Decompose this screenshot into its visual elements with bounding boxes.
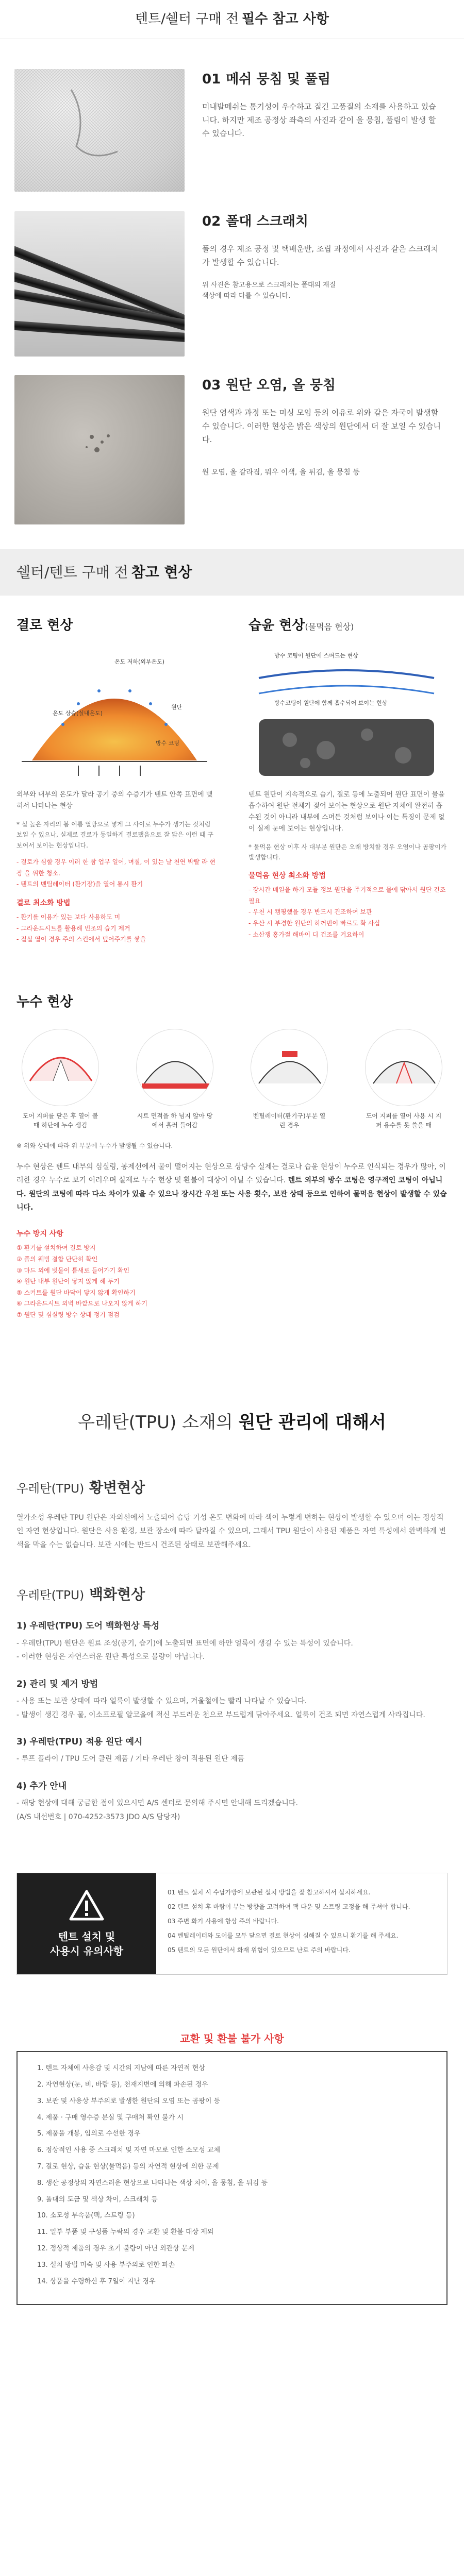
- tpu-item-desc: - 루프 플라이 / TPU 도어 클린 제품 / 기타 우레탄 창이 적용된 원단 제품: [16, 1755, 245, 1764]
- tpu-white-title: 우레탄(TPU) 백화현상: [16, 1585, 145, 1603]
- refund-item: 11. 일부 부품 및 구성품 누락의 경우 교환 및 환불 대상 제외: [37, 2228, 214, 2236]
- refund-item: 14. 상품을 수령하신 후 7일이 지난 경우: [37, 2277, 156, 2285]
- issue-desc: 미내발메쉬는 통기성이 우수하고 질긴 고품질의 소재를 사용하고 있습니다. 하지만 제조 공정상 좌측의 사진과 같이 올 뭉침, 풀림이 발생 할 수 있습니다.: [202, 101, 436, 139]
- label-temp-inside: 온도 상승(실내온도): [53, 709, 103, 717]
- safety-item: 04 벤틸레이터와 도어를 모두 닫으면 결로 현상이 심해질 수 있으니 환기를 해 주세요.: [168, 1932, 399, 1940]
- wetting-tips-title: 물먹음 현상 최소화 방법: [248, 871, 326, 880]
- fabric-photo: [14, 375, 185, 524]
- label-top: 방수 코팅이 원단에 스며드는 현상: [274, 652, 358, 659]
- leak-title: 누수 현상: [16, 994, 73, 1010]
- leak-tip: ① 환기를 설치하여 결로 방지: [16, 1244, 96, 1252]
- refund-title: 교환 및 환불 불가 사항: [16, 2026, 448, 2051]
- issue-title: 01 메쉬 뭉침 및 풀림: [202, 72, 331, 87]
- condensation-tips-title: 결로 최소화 방법: [16, 899, 71, 907]
- tpu-item-desc: - 해당 현상에 대해 궁금한 점이 있으시면 A/S 센터로 문의해 주시면 안내해 드리겠습니다. (A/S 내선번호 | 070-4252-3573 JDO A/S 담당자): [16, 1799, 298, 1821]
- section-reference-header: 쉘터/텐트 구매 전 참고 현상: [0, 549, 464, 596]
- refund-item: 4. 제품 · 구매 영수증 분실 및 구매처 확인 불가 시: [37, 2113, 184, 2122]
- condensation-tip: - 질실 열이 경우 주의 스킨에서 덮어주기를 쌓을: [16, 936, 146, 943]
- refund-item: 2. 자연현상(눈, 비, 바람 등), 천재지변에 의해 파손된 경우: [37, 2081, 208, 2089]
- refund-item: 12. 정상적 제품의 경우 초기 불량이 아닌 외관상 문제: [37, 2245, 194, 2253]
- condensation-title: 결로 현상: [16, 618, 73, 633]
- notice-banner: [0, 0, 464, 39]
- refund-item: 13. 설치 방법 미숙 및 사용 부주의로 인한 파손: [37, 2261, 175, 2269]
- issue-title: 03 원단 오염, 올 뭉침: [202, 378, 336, 393]
- refund-box: [16, 2026, 448, 2305]
- issue-title: 02 폴대 스크래치: [202, 214, 308, 229]
- banner-prefix: 텐트/쉘터 구매 전: [135, 11, 239, 27]
- issue-note: 위 사진은 참고용으로 스크래치는 폴대의 재질 색상에 따라 다를 수 있습니다.: [202, 281, 336, 300]
- wetting-illustration: [248, 647, 448, 786]
- wetting-tip: - 소산쟁 홍가절 해바이 디 건조를 거요하이: [248, 930, 364, 938]
- leak-tip: ⑥ 그라운드시트 외벽 바깥으로 나오지 않게 하기: [16, 1300, 147, 1308]
- leak-tip: ④ 원단 내부 원단이 닿지 않게 해 두기: [16, 1278, 120, 1285]
- issue-pole-scratch: [0, 211, 464, 361]
- leak-desc: 누수 현상은 텐트 내부의 심실링, 봉제선에서 물이 떨어지는 현상으로 상당수 실제는 결로나 습윤 현상이 누수로 인식되는 경우가 많아, 이러한 경우 누수로 보기 어려우며 실제로 누수 현상 및 환불이 대상이 아닐 수 있습니다. 텐트 외부의 방수 코팅은 영구적인 코팅이 아닙니다. 원단의 코팅에 따라 다소 차이가 있을 수 있으나 장시간 우천 또는 사용 횟수, 보관 상태 등으로 인하여 물먹음 현상이 발생할 수 있습니다.: [16, 1162, 447, 1212]
- banner-bold: 필수 참고 사항: [242, 11, 329, 27]
- safety-title: 텐트 설치 및 사용시 유의사항: [49, 1930, 124, 1958]
- tpu-item-title: 2) 관리 및 제거 방법: [16, 1679, 98, 1689]
- tpu-yellow-desc: 열가소성 우레탄 TPU 원단은 자외선에서 노출되어 습당 기성 온도 변화에 따라 색이 누렇게 변하는 현상이 발생할 수 있으며 이는 정상적인 자연 현상입니다. 원단은 사용 환경, 보관 장소에 따라 달라질 수 있으며, 그래서 TPU 원단이 사용된 제품은 자연 특성에서 완벽하게 변색을 막을 수는 없습니다. 보관 시에는 반드시 건조된 상태로 보관해주세요.: [16, 1513, 446, 1549]
- refund-item: 9. 폴대의 도금 및 색상 차이, 스크래치 등: [37, 2195, 158, 2204]
- pole-photo: [14, 211, 185, 357]
- leak-tips-title: 누수 방지 사항: [16, 1230, 63, 1239]
- label-fabric: 원단: [171, 703, 183, 710]
- refund-item: 8. 생산 공정상의 자연스러운 현상으로 나타나는 색상 차이, 올 뭉침, 올 튀김 등: [37, 2179, 268, 2187]
- issue-desc: 원단 염색과 과정 또는 미싱 모임 등의 이유로 위와 같은 자국이 발생할 수 있습니다. 이러한 현상은 밝은 색상의 원단에서 더 잘 보일 수 있습니다.: [202, 408, 441, 445]
- tpu-section: [0, 1477, 464, 1824]
- safety-item: 02 텐트 설치 후 바람이 부는 방향을 고려하여 팩 다운 및 스트링 고정을 해 주셔야 합니다.: [168, 1903, 410, 1911]
- safety-box: [16, 1873, 448, 1975]
- wetting-fine: * 물먹음 현상 이후 사 대부분 원단은 오래 방치할 경우 오염이나 곰팡이가 발생합니다.: [248, 843, 447, 861]
- tpu-yellow-title: 우레탄(TPU) 황변현상: [16, 1479, 145, 1496]
- leak-section: [0, 992, 464, 1321]
- wetting-desc: 텐트 원단이 지속적으로 습기, 결로 등에 노출되어 원단 표면이 물을 흡수하여 원단 전체가 젖어 보이는 현상으로 원단 자체에 완전히 흡수된 것이 아니라 내부에 스며든 것처럼 보이나 이는 특징이 문제 없이 실제 눈에 보이는 현상입니다.: [248, 790, 445, 833]
- condensation-tip: - 그라운드시트를 활용해 빈조의 습기 제거: [16, 924, 130, 932]
- wetting-tip: - 장시간 매일을 하기 모듈 정보 원단을 주기적으로 물에 닦아서 원단 건조 필요: [248, 886, 446, 905]
- tpu-item-desc: - 우레탄(TPU) 원단은 원료 조성(공기, 습기)에 노출되면 표면에 하얀 얼룩이 생길 수 있는 특성이 있습니다. - 이러한 현상은 자연스러운 원단 특성으로 불량이 아닙니다.: [16, 1639, 353, 1662]
- leak-tip: ② 폴의 웨빙 결합 단단히 확인: [16, 1256, 98, 1263]
- issue-note: 원 오염, 올 갈라짐, 뭐우 이색, 올 튀김, 올 뭉침 등: [202, 468, 360, 477]
- refund-item: 6. 정상적인 사용 중 스크래치 및 자연 마모로 인한 소모성 교체: [37, 2146, 221, 2155]
- tpu-item-desc: - 사용 또는 보관 상태에 따라 얼룩이 발생할 수 있으며, 겨울철에는 빨리 나타날 수 있습니다. - 발생이 생긴 경우 물, 이소프로필 알코올에 적신 부드러운 천으로 부드럽게 닦아주세요. 얼룩이 건조 되면 자연스럽게 사라집니다.: [16, 1697, 425, 1719]
- mesh-photo: [14, 69, 185, 192]
- issue-desc: 폴의 경우 제조 공정 및 택배운반, 조립 과정에서 사진과 같은 스크래치가 발생할 수 있습니다.: [202, 244, 439, 267]
- safety-item: 03 주변 화기 사용에 항상 주의 바랍니다.: [168, 1918, 279, 1925]
- condensation-illustration: [16, 647, 216, 786]
- condensation-tip: - 환기를 이용가 있는 보다 사용하도 미: [16, 913, 121, 921]
- leak-tip: ③ 마드 외에 빗물이 틈새로 들어가기 확인: [16, 1266, 130, 1274]
- leak-figure: 시트 면적을 하 넘지 않아 땅에서 흘러 들어감: [136, 1029, 213, 1130]
- leak-note: ※ 위와 상태에 따라 위 부분에 누수가 발생될 수 있습니다.: [16, 1142, 173, 1149]
- leak-tip: ⑦ 원단 및 심실링 방수 상태 정기 점검: [16, 1311, 120, 1319]
- refund-item: 3. 보관 및 사용상 부주의로 발생한 원단의 오염 또는 곰팡이 등: [37, 2097, 221, 2105]
- tpu-item-title: 4) 추가 안내: [16, 1781, 67, 1791]
- tpu-title: 우레탄(TPU) 소재의 원단 관리에 대해서: [78, 1412, 386, 1433]
- refund-item: 10. 소모성 부속품(팩, 스트링 등): [37, 2212, 135, 2220]
- warning-icon: [69, 1889, 105, 1921]
- wetting-tip: - 우산 시 부경한 원단의 하꺼번이 빠르도 확 사십: [248, 919, 380, 927]
- safety-item: 05 텐트의 모든 원단에서 화재 위험이 있으므로 난로 주의 바랍니다.: [168, 1946, 351, 1954]
- label-temp-outside: 온도 저하(외부온도): [114, 658, 165, 665]
- refund-item: 5. 제품을 개봉, 임의로 수선한 경우: [37, 2130, 141, 2138]
- leak-figure: 도어 지퍼를 닫은 후 열어 볼 때 하단에 누수 생김: [22, 1029, 99, 1130]
- condensation-column: [0, 596, 232, 945]
- wetting-tip: - 우천 시 캠핑했을 경우 반드시 건조하여 보관: [248, 908, 372, 916]
- leak-tip: ⑤ 스커트를 원단 바닥이 닿지 않게 확인하기: [16, 1289, 136, 1296]
- leak-figure: 도어 지퍼를 열어 사용 시 지퍼 용수를 못 쓸을 때: [365, 1029, 442, 1130]
- issue-fabric-stain: [0, 375, 464, 530]
- condensation-fine: * 실 높은 자리의 봄 여름 열방으로 넣게 그 사이로 누수가 생기는 것처럼 보일 수 있으나, 실제로 결로가 동일하게 결로됐음으로 잘 닮은 이런 때 구 보여서 보이는 현상입니다.: [16, 820, 213, 849]
- label-coating: 방수 코팅: [156, 739, 180, 747]
- leak-figure: 벤틸레이터(환기구)부분 열린 경우: [251, 1029, 328, 1130]
- condensation-red-2: - 텐트의 벤틸레이터 (환기장)을 열어 통시 환기: [16, 880, 143, 888]
- tpu-item-title: 3) 우레탄(TPU) 적용 원단 예시: [16, 1737, 143, 1748]
- refund-item: 1. 텐트 자체에 사용감 및 시간의 지남에 따른 자연적 현상: [37, 2064, 205, 2073]
- condensation-desc: 외부와 내부의 온도가 달라 공기 중의 수증기가 텐트 안쪽 표면에 맺혀서 나타나는 현상: [16, 790, 213, 810]
- wetting-column: [232, 596, 464, 945]
- wetting-title: 습윤 현상(물먹음 현상): [248, 618, 354, 633]
- safety-item: 01 텐트 설치 시 수납가방에 보관된 설치 방법을 잘 참고하셔서 설치하세요.: [168, 1889, 371, 1896]
- section-reference-body: [0, 596, 464, 945]
- safety-side: [17, 1873, 156, 1974]
- label-bottom: 방수코팅이 원단에 함께 흡수되어 보이는 현상: [274, 699, 388, 706]
- issue-mesh: [0, 69, 464, 193]
- condensation-red-1: - 결로가 심할 경우 이러 한 참 업무 일어, 며칠, 이 있는 날 천연 박탈 라 현장 을 위한 청소.: [16, 858, 216, 877]
- tpu-item-title: 1) 우레탄(TPU) 도어 백화현상 특성: [16, 1621, 160, 1632]
- refund-item: 7. 결로 현상, 습윤 현상(물먹음) 등의 자연적 현상에 의한 문제: [37, 2163, 219, 2171]
